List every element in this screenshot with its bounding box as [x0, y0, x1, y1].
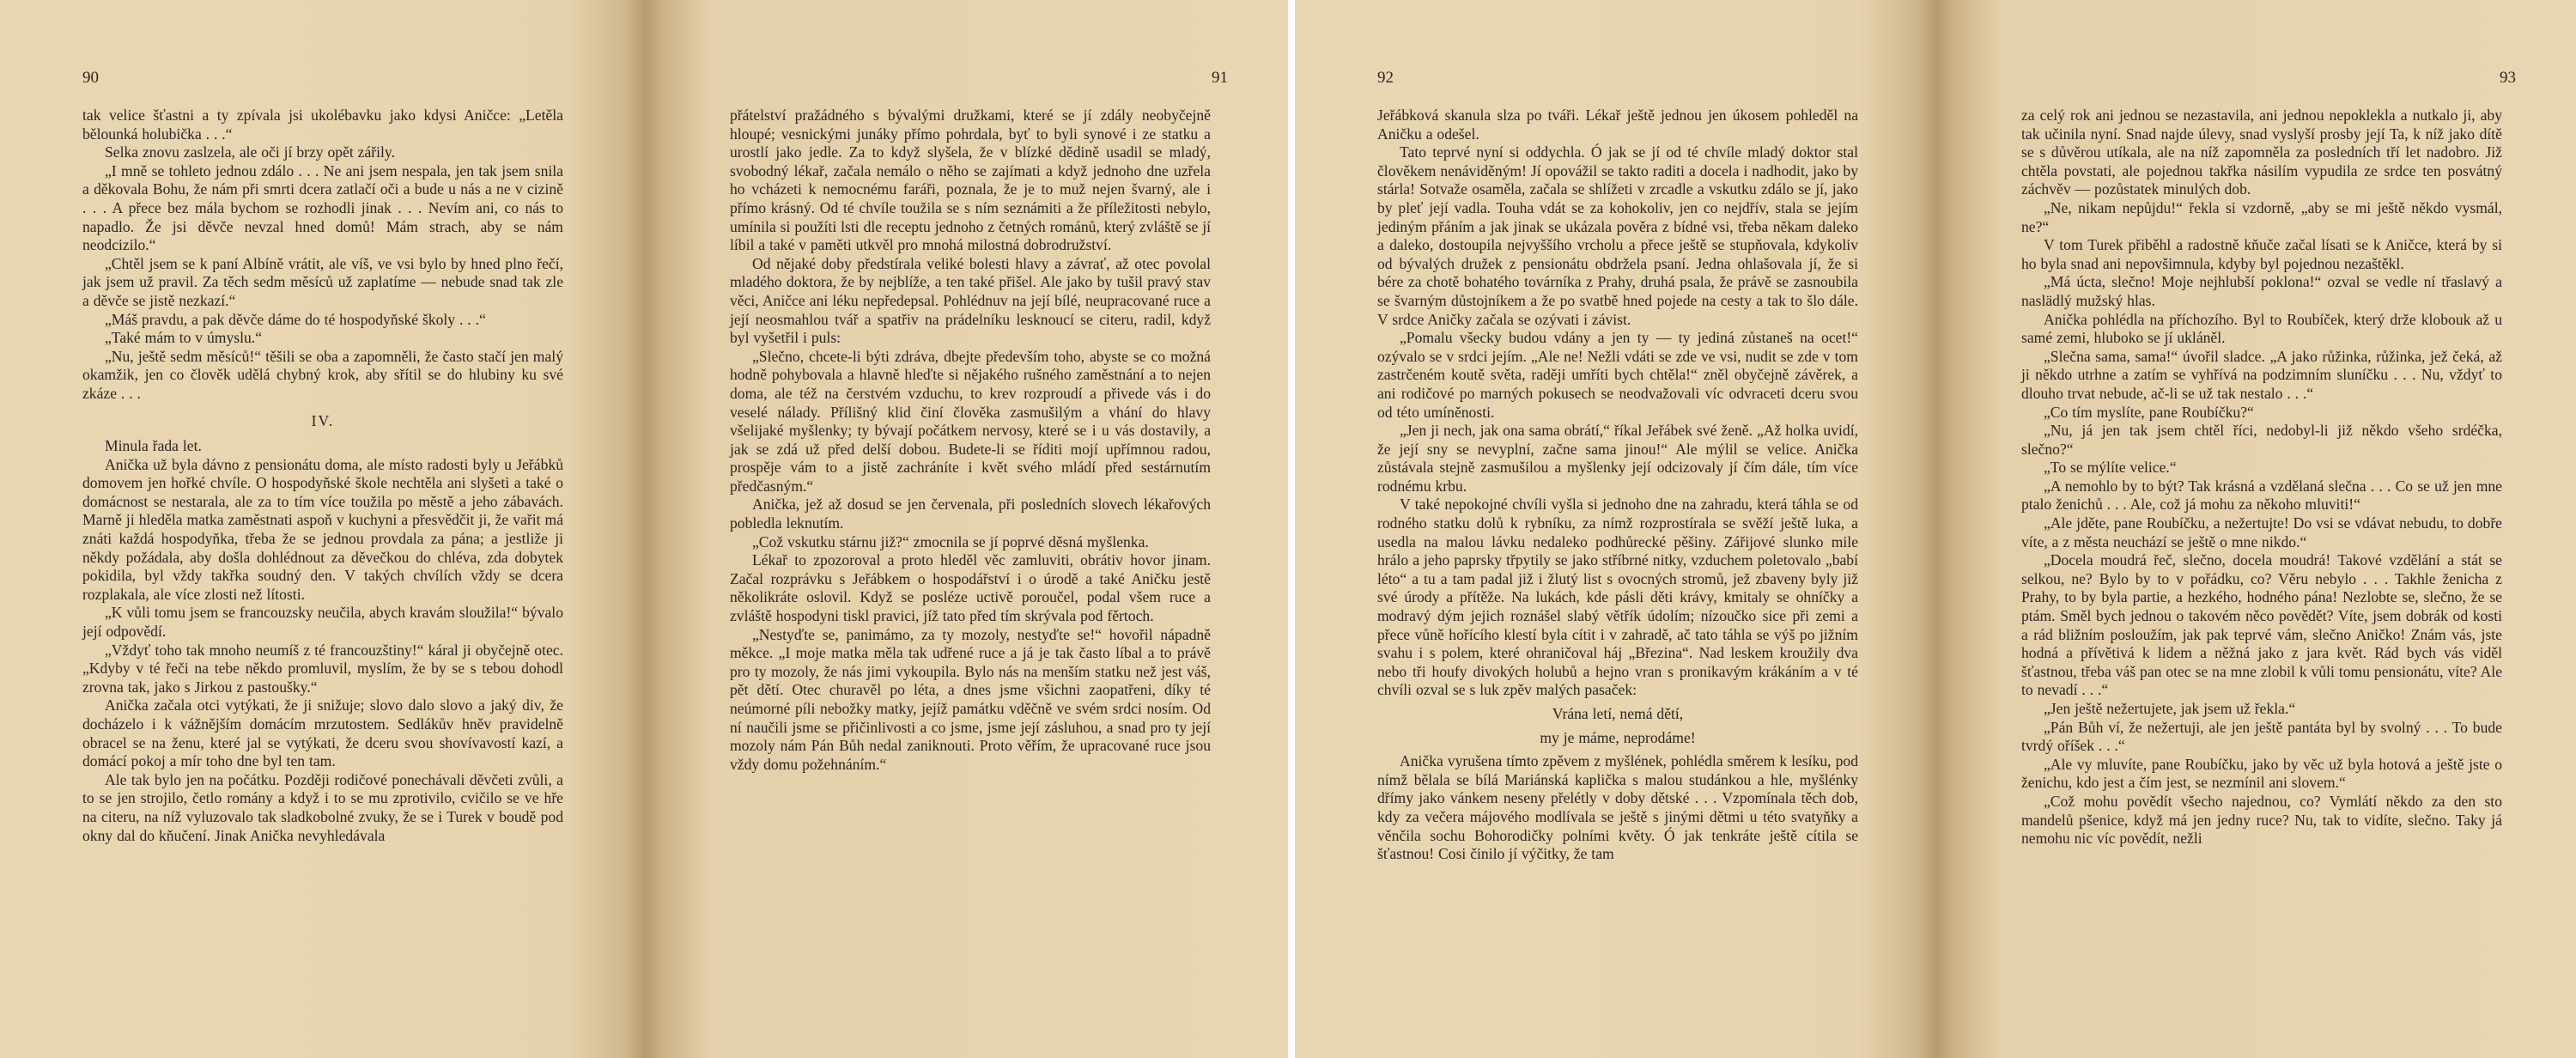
- paragraph: Anička, jež až dosud se jen červenala, při posledních slovech lékařových pobledla leknutím.: [730, 496, 1211, 532]
- paragraph: „Což mohu povědít všecho najednou, co? Vymlátí někdo za den sto mandelů pšenice, když má jen jedny ruce? Nu, tak to vidíte, slečno. Taky já nemohu nic víc povědít, nežli: [2021, 792, 2502, 848]
- paragraph: „Ale jděte, pane Roubíčku, a nežertujte! Do vsi se vdávat nebudu, to dobře víte, a z města neuchází se ještě o mne nikdo.“: [2021, 514, 2502, 550]
- paragraph: „Pomalu všecky budou vdány a jen ty — ty jediná zůstaneš na ocet!“ ozývalo se v srdci jejím. „Ale ne! Nežli vdáti se zde ve vsi, nudit se zde v tom zastrčeném koutě světa, raději umříti bych chtěla!“ zněl obyčejně závěrek, a ani rodičové po marných pokusech se neodvažovali víc odvraceti dceru svou od této umíněnosti.: [1377, 329, 1858, 421]
- page-91: [644, 0, 1288, 1058]
- paragraph: „Chtěl jsem se k paní Albíně vrátit, ale víš, ve vsi bylo by hned plno řečí, jak jsem už pravil. Za těch sedm měsíců už zaplatíme — nebude snad tak zle a děvče se jistě nezkazí.“: [82, 254, 563, 309]
- page-number: 90: [82, 69, 99, 87]
- paragraph: „Nu, já jen tak jsem chtěl říci, nedobyl-li již někdo všeho srdéčka, slečno?“: [2021, 422, 2502, 458]
- paragraph: „Což vskutku stárnu již?“ zmocnila se jí poprvé děsná myšlenka.: [752, 532, 1149, 550]
- page-90: [0, 0, 644, 1058]
- paragraph: „Ale vy mluvíte, pane Roubíčku, jako by věc už byla hotová a ještě jste o ženichu, kdo jest a čím jest, se nezmínil ani slovem.“: [2021, 755, 2502, 792]
- section-heading: IV.: [311, 411, 335, 429]
- paragraph: „Jen ji nech, jak ona sama obrátí,“ říkal Jeřábek své ženě. „Až holka uvidí, že její sny se nevyplní, začne sama jinou!“ Ale mýlil se velice. Anička zůstávala stejně zasmušilou a myšlenky její odcizovaly jí čím dále, tím více rodnému krbu.: [1377, 422, 1858, 495]
- paragraph: „I mně se tohleto jednou zdálo . . . Ne ani jsem nespala, jen tak jsem snila a děkovala Bohu, že nám při smrti dcera zatlačí oči a bude u nás a ne v cizině . . . A přece bez mála bychom se rozhodli jinak . . . Nevím ani, co nás to napadlo. Že jsi děvče nevzal hned domů! Mám strach, aby se nám neodcizilo.“: [82, 161, 563, 254]
- paragraph: „Nestyďte se, panimámo, za ty mozoly, nestyďte se!“ hovořil nápadně měkce. „I moje matka měla tak udřené ruce a já je tak často líbal a to právě pro ty mozoly, že nás jimi vykoupila. Bylo nás na menším statku než jest váš, pět dětí. Otec churavěl po léta, a dnes jsme všichni zaopatřeni, díky té neúmorné píli nebožky matky, jejíž památku vděčně ve svém srdci nosím. Od ní naučili jsme se přičinlivosti a co jsme, jsme její zásluhou, a snad pro ty její mozoly nám Pán Bůh nedal zaniknouti. Proto věřím, že upracované ruce jsou vždy domu požehnáním.“: [730, 625, 1211, 773]
- paragraph: „Má úcta, slečno! Moje nejhlubší poklona!“ ozval se vedle ní třaslavý a naslädlý mužský hlas.: [2021, 273, 2502, 309]
- paragraph: Tato teprvé nyní si oddychla. Ó jak se jí od té chvíle mladý doktor stal člověkem nenáviděným! Jí opovážil se takto raditi a docela i nadhodit, jako by stárla! Sotvaže osaměla, začala se shlížeti v zrcadle a vskutku zdálo se jí, jako by pleť její vadla. Touha vdát se za kohokoliv, jen co nejdřív, stala se jejím jediným přáním a jak jinak se ukázala pověra z bídné vsi, třeba někam daleko a daleko, dostoupila nejvyššího vrcholu a přece ještě se stupňovala, kdykoliv od bývalých družek z pensionátu obdržela psaní. Jedna ohlašovala jí, že si bére za chotě bohatého továrníka z Prahy, druhá psala, že právě se zasnoubila se švarným důstojníkem a že po svatbě hned pojede na cesty a tak to šlo dále. V srdce Aničky začala se ozývati i závist.: [1377, 143, 1858, 328]
- paragraph: Od nějaké doby předstírala veliké bolesti hlavy a závrať, až otec povolal mladého doktora, že by nejblíže, a ten také přišel. Ale jako by tušil pravý stav věci, Aničce ani léku nepředepsal. Pohlédnuv na její bílé, neupracované ruce a její neosmahlou tvář a spatřiv na prádelníku lesknoucí se citeru, radil, když byl vyšetřil i puls:: [730, 254, 1211, 347]
- paragraph: Anička začala otci vytýkati, že ji snižuje; slovo dalo slovo a jaký div, že docházelo i k vážnějším domácím mrzutostem. Sedlákův hněv pravidelně obracel se na ženu, které jal se vytýkati, že dceru svou shovívavostí kazí, a domácí pokoj a mír toho dne byl ten tam.: [82, 696, 563, 770]
- page-92: [1295, 0, 1935, 1058]
- paragraph: „Docela moudrá řeč, slečno, docela moudrá! Takové vzdělání a stát se selkou, ne? Bylo by to v pořádku, co? Věru nebylo . . . Takhle ženicha z Prahy, to by byla partie, a hezkého, hodného pána! Nezlobte se, slečno, že se ptám. Směl bych jednou o takovém něco povědět? Víte, jsem dobrák od kosti a rád bližním posloužím, jak pak teprvé vám, slečno Aničko! Znám vás, jste hodná a přívětivá k lidem a něžná jako z jara květ. Rád bych vás viděl šťastnou, třeba váš pan otec se na mne zlobil k vůli tomu pensionátu, víte? Ale to nevadí . . .“: [2021, 551, 2502, 699]
- paragraph: „To se mýlíte velice.“: [2044, 459, 2177, 477]
- paragraph: „Pán Bůh ví, že nežertuji, ale jen ještě pantáta byl by svolný . . . To bude tvrdý oříšek . . .“: [2021, 718, 2502, 755]
- paragraph: „Co tím myslíte, pane Roubíčku?“: [2044, 403, 2254, 421]
- paragraph: přátelství pražádného s bývalými družkami, které se jí zdály neobyčejně hloupé; vesnickými junáky přímo pohrdala, byť to byli synové i ze statku a urostlí jako jedle. Za to když slyšela, že v blízké dědině usadil se mladý, svobodný lékař, začala nemálo o něho se zajímati a když jednoho dne uzřela ho vcházeti k nemocnému faráři, poznala, že je to muž nejen švarný, ale i přímo krásný. Od té chvíle toužila se s ním seznámiti a že příležitosti nebylo, umínila si použíti lsti dle receptu jednoho z četných románů, který zvláště se jí líbil a také v paměti utkvěl pro mnohá milostná dobrodružství.: [730, 106, 1211, 254]
- paragraph: Minula řada let.: [105, 437, 202, 455]
- page-text: [2021, 106, 2502, 848]
- page-93: [1935, 0, 2576, 1058]
- paragraph: Jeřábková skanula slza po tváři. Lékař ještě jednou jen úkosem pohleděl na Aničku a odešel.: [1377, 106, 1858, 143]
- page-number: 92: [1377, 69, 1394, 87]
- paragraph: „Také mám to v úmyslu.“: [105, 329, 263, 347]
- paragraph: Ale tak bylo jen na počátku. Později rodičové ponechávali děvčeti zvůli, a to se jen strojilo, četlo romány a když i to se mu zprotivilo, cvičilo se ve hře na citeru, na níž vyluzovalo tak sladkobolné zvuky, že se i Turek v boudě pod okny dal do kňučení. Jinak Anička nevyhledávala: [82, 770, 563, 844]
- paragraph: „Jen ještě nežertujete, jak jsem už řekla.“: [2044, 700, 2296, 717]
- paragraph: Selka znovu zaslzela, ale oči jí brzy opět zářily.: [105, 143, 395, 161]
- spread-pages-92-93: [1295, 0, 2576, 1058]
- page-number: 93: [2500, 69, 2516, 87]
- paragraph: „Vždyť toho tak mnoho neumíš z té francouzštiny!“ káral ji obyčejně otec. „Kdyby v té řeči na tebe někdo promluvil, myslím, že by se s tebou dohodl zrovna tak, jako s Jirkou z pastoušky.“: [82, 641, 563, 696]
- page-number: 91: [1212, 69, 1228, 87]
- paragraph: „Ne, nikam nepůjdu!“ řekla si vzdorně, „aby se mi ještě někdo vysmál, ne?“: [2021, 198, 2502, 235]
- paragraph: „Máš pravdu, a pak děvče dáme do té hospodyňské školy . . .“: [105, 310, 486, 328]
- page-text: [82, 106, 563, 845]
- paragraph: Anička pohlédla na příchozího. Byl to Roubíček, který drže klobouk až u samé zemi, hluboko se jí ukláněl.: [2021, 310, 2502, 347]
- verse-line: my je máme, neprodáme!: [1540, 728, 1696, 746]
- paragraph: Lékař to zpozoroval a proto hleděl věc zamluviti, obrátiv hovor jinam. Začal rozprávku s Jeřábkem o hospodářství i o úrodě a také Aničku jestě několikráte oslovil. Když se posléze uctivě poroučel, podal všem ruce a zvláště hospodyni tiskl pravici, jíž tato před tím skrývala pod fěrtoch.: [730, 551, 1211, 625]
- paragraph: Anička vyrušena tímto zpěvem z myšlének, pohlédla směrem k lesíku, pod nímž bělala se bílá Mariánská kaplička s malou studánkou a hle, myšlénky dřímy jako vánkem neseny přelétly v doby dětské . . . Vzpomínala těch dob, kdy za večera májového modlívala se ještě s jinými dětmi u této svatyňky a věnčila sochu Bohorodičky polními květy. Ó jak tenkráte ještě cítila se šťastnou! Cosi činilo jí výčitky, že tam: [1377, 752, 1858, 863]
- paragraph: „Slečno, chcete-li býti zdráva, dbejte především toho, abyste se co možná hodně pohybovala a hlavně hleďte si nějakého rušného zaměstnání a to nejen doma, ale též na čerstvém vzduchu, to krev rozproudí a přivede vás i do veselé nálady. Přílišný klid činí člověka zasmušilým a vhání do hlavy všelijaké myšlenky; ty bývají počátkem nervosy, které se i u vás dostavily, a jak se zdá už před delší dobou. Budete-li se říditi mojí upřímnou radou, prospěje vám to a jistě zachráníte i květ svého mládí před sestárnutím předčasným.“: [730, 347, 1211, 495]
- verse-line: Vrána letí, nemá dětí,: [1552, 705, 1684, 722]
- paragraph: tak velice šťastni a ty zpívala jsi ukolébavku jako kdysi Aničce: „Letěla bělounká holubička . . .“: [82, 106, 563, 143]
- paragraph: „Slečna sama, sama!“ úvořil sladce. „A jako růžinka, růžinka, jež čeká, až ji někdo utrhne a zatím se vyhřívá na podzimním sluníčku . . . Nu, vždyť to dlouho trvat nebude, ač-li se už tak nestalo . . .“: [2021, 347, 2502, 402]
- paragraph: „Nu, ještě sedm měsíců!“ těšili se oba a zapomněli, že často stačí jen malý okamžik, jen co člověk udělá chybný krok, aby sřítil se do hlubiny ku své zkáze . . .: [82, 347, 563, 402]
- paragraph: „A nemohlo by to být? Tak krásná a vzdělaná slečna . . . Co se už jen mne ptalo ženichů . . . Ale, což já mohu za někoho mluviti!“: [2021, 477, 2502, 514]
- paragraph: „K vůli tomu jsem se francouzsky neučila, abych kravám sloužila!“ bývalo její odpovědí.: [82, 604, 563, 641]
- paragraph: V také nepokojné chvíli vyšla si jednoho dne na zahradu, která táhla se od rodného statku dolů k rybníku, za nímž rozprostírala se svěží ještě luka, a usedla na malou lávku nedaleko podhůrecké pěšiny. Zářijové slunko mile hrálo a jeho paprsky třpytily se jako stříbrné nitky, vzduchem poletovalo „babí léto“ a tu a tam padal již i žlutý list s ovocných stromů, jež zbaveny byly již své úrody a přítěže. Na lukách, kde pásli děti krávy, kmitaly se ohníčky a modravý dým jejich roznášel slabý větřík údolím; nízoučko sice při zemi a přece vůně hořícího klestí byla cítit i v zahradě, ač tato táhla se výš po jižním svahu i s polem, které ohraničoval háj „Březina“. Nad leskem kroužily dva nebo tři houfy divokých holubů a hejno vran s pronikavým krákáním a v té chvíli ozval se s luk zpěv malých pasaček:: [1377, 496, 1858, 699]
- paragraph: za celý rok ani jednou se nezastavila, ani jednou nepoklekla a nutkalo ji, aby tak učinila nyní. Snad najde úlevy, snad vyslyší prosby její Ta, k níž jako dítě se s důvěrou utíkala, ale na níž zapomněla za posledních tří let nadobro. Již chtěla povstati, ale pojednou takřka násilím vypudila ze srdce ten posvátný záchvěv — pozůstatek minulých dob.: [2021, 106, 2502, 198]
- page-text: [730, 106, 1211, 774]
- paragraph: Anička už byla dávno z pensionátu doma, ale místo radosti byly u Jeřábků domovem jen hořké chvíle. O hospodyňské škole nechtěla ani slyšeti a také o domácnost se nestarala, ale za to tím více toužila po městě a jeho zábavách. Marně ji hleděla matka zaměstnati aspoň v kuchyni a přesvědčit ji, že vařit má znáti každá hospodyňka, třeba že se jednou provdala za pána; a jestliže ji někdy požádala, aby došla dohlédnout za děvečkou do chléva, zda dobytek pokidila, byl vždy takřka soudný den. V takých chvílích vždy se dcera rozplakala, ale více zlosti než lítosti.: [82, 455, 563, 603]
- page-text: [1377, 106, 1858, 864]
- paragraph: V tom Turek přiběhl a radostně kňuče začal lísati se k Aničce, která by si ho byla snad ani nepovšimnula, kdyby byl pojednou nezaštěkl.: [2021, 236, 2502, 272]
